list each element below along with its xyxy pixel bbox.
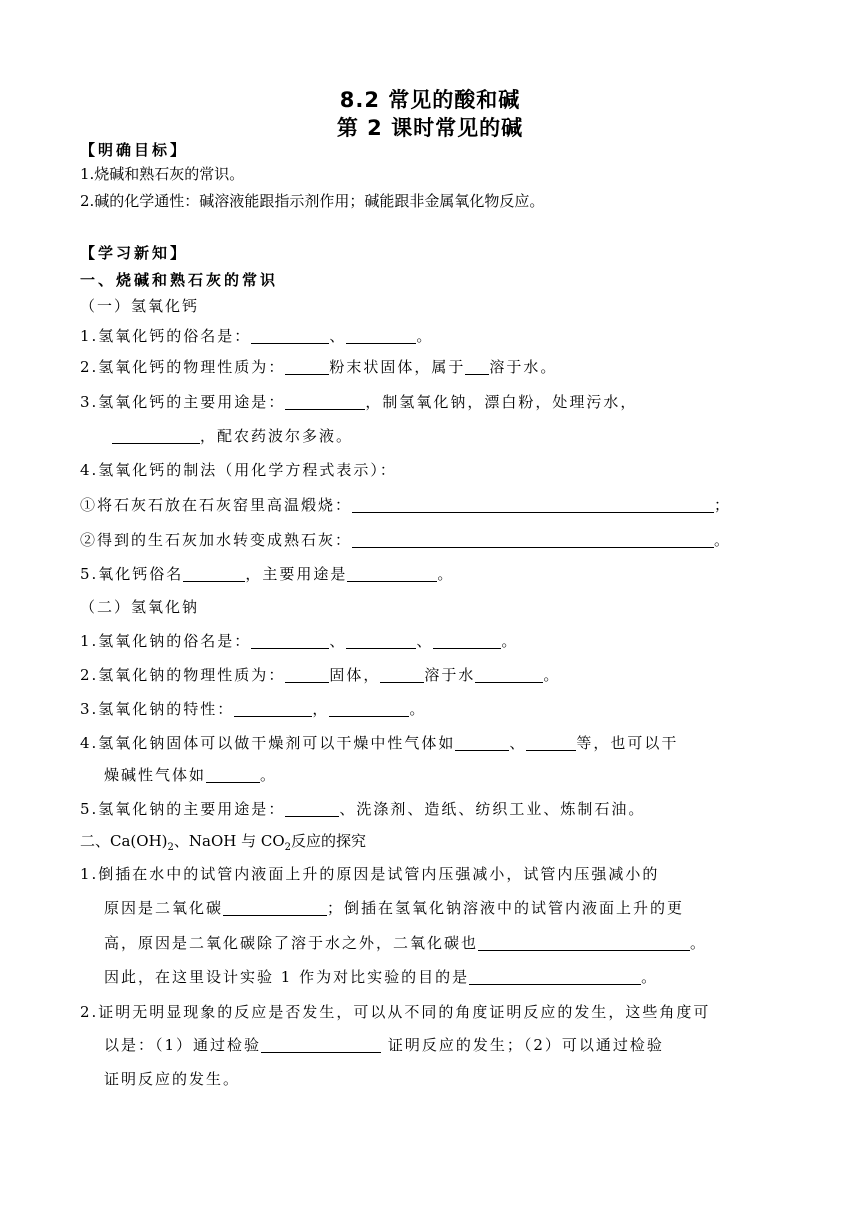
caoh-q2: 2.氢氧化钙的物理性质为： 粉末状固体，属于 溶于水。 xyxy=(80,358,558,376)
exp1-line1: 1.倒插在水中的试管内液面上升的原因是试管内压强减小，试管内压强减小的 xyxy=(80,865,660,883)
exp1-line4: 因此，在这里设计实验 1 作为对比实验的目的是 。 xyxy=(104,968,659,986)
naoh-q2: 2.氢氧化钠的物理性质为： 固体， 溶于水 。 xyxy=(80,666,561,684)
answer-blank[interactable] xyxy=(526,734,576,751)
caoh-q1: 1.氢氧化钙的俗名是： 、 。 xyxy=(80,327,434,345)
caoh-q5: 5.氧化钙俗名 ，主要用途是 。 xyxy=(80,565,455,583)
answer-blank[interactable] xyxy=(346,632,416,649)
naoh-q5: 5.氢氧化钠的主要用途是： 、洗涤剂、造纸、纺织工业、炼制石油。 xyxy=(80,800,646,818)
equation-blank[interactable] xyxy=(352,531,714,548)
naoh-q3: 3.氢氧化钠的特性： ， 。 xyxy=(80,700,427,718)
naoh-heading: （二）氢氧化钠 xyxy=(80,598,200,616)
caoh-q4-1: ①将石灰石放在石灰窑里高温煅烧： ； xyxy=(80,496,732,514)
answer-blank[interactable] xyxy=(329,700,409,717)
caoh-q4-2: ②得到的生石灰加水转变成熟石灰： 。 xyxy=(80,531,732,549)
answer-blank[interactable] xyxy=(261,1036,381,1053)
answer-blank[interactable] xyxy=(285,666,329,683)
lesson-title: 8.2 常见的酸和碱 xyxy=(339,88,521,112)
equation-blank[interactable] xyxy=(352,496,714,513)
answer-blank[interactable] xyxy=(112,427,200,444)
answer-blank[interactable] xyxy=(183,565,245,582)
goals-heading: 【明确目标】 xyxy=(80,141,189,159)
exp1-line2: 原因是二氧化碳 ；倒插在氢氧化钠溶液中的试管内液面上升的更 xyxy=(104,899,685,917)
naoh-q1: 1.氢氧化钠的俗名是： 、 、 。 xyxy=(80,632,519,650)
answer-blank[interactable] xyxy=(433,632,501,649)
answer-blank[interactable] xyxy=(475,666,543,683)
section2-heading: 二、$Ca(OH)_2$、NaOH 与 $CO_2$反应的探究 xyxy=(80,832,367,853)
answer-blank[interactable] xyxy=(285,358,329,375)
exp2-line1: 2.证明无明显现象的反应是否发生，可以从不同的角度证明反应的发生，这些角度可 xyxy=(80,1003,711,1021)
answer-blank[interactable] xyxy=(347,565,437,582)
caoh-q3: 3.氢氧化钙的主要用途是： ，制氢氧化钠，漂白粉，处理污水， xyxy=(80,393,638,411)
goal-item-2: 2.碱的化学通性：碱溶液能跟指示剂作用；碱能跟非金属氧化物反应。 xyxy=(80,192,545,210)
answer-blank[interactable] xyxy=(234,700,312,717)
answer-blank[interactable] xyxy=(251,632,329,649)
caoh-q3-cont: ，配农药波尔多液。 xyxy=(112,426,812,446)
answer-blank[interactable] xyxy=(380,666,424,683)
caoh-heading: （一）氢氧化钙 xyxy=(80,297,200,315)
exp2-line3: 证明反应的发生。 xyxy=(104,1070,241,1088)
exp1-line3: 高，原因是二氧化碳除了溶于水之外，二氧化碳也 。 xyxy=(104,934,708,952)
naoh-q4-cont: 燥碱性气体如 。 xyxy=(104,766,278,784)
section1-heading: 一、烧碱和熟石灰的常识 xyxy=(80,271,279,289)
answer-blank[interactable] xyxy=(251,327,329,344)
goal-item-1: 1.烧碱和熟石灰的常识。 xyxy=(80,165,245,183)
naoh-q4: 4.氢氧化钠固体可以做干燥剂可以干燥中性气体如 、 等，也可以干 xyxy=(80,734,679,752)
answer-blank[interactable] xyxy=(478,934,690,951)
caoh-q4: 4.氢氧化钙的制法（用化学方程式表示）： xyxy=(80,461,397,479)
answer-blank[interactable] xyxy=(285,393,365,410)
answer-blank[interactable] xyxy=(465,358,489,375)
answer-blank[interactable] xyxy=(206,766,260,783)
answer-blank[interactable] xyxy=(223,899,327,916)
answer-blank[interactable] xyxy=(455,734,509,751)
answer-blank[interactable] xyxy=(285,800,339,817)
new-knowledge-heading: 【学习新知】 xyxy=(80,244,189,262)
lesson-subtitle: 第 2 课时常见的碱 xyxy=(336,116,524,140)
answer-blank[interactable] xyxy=(469,968,641,985)
exp2-line2: 以是：（1）通过检验 证明反应的发生；（2）可以通过检验 xyxy=(104,1036,664,1054)
answer-blank[interactable] xyxy=(346,327,416,344)
